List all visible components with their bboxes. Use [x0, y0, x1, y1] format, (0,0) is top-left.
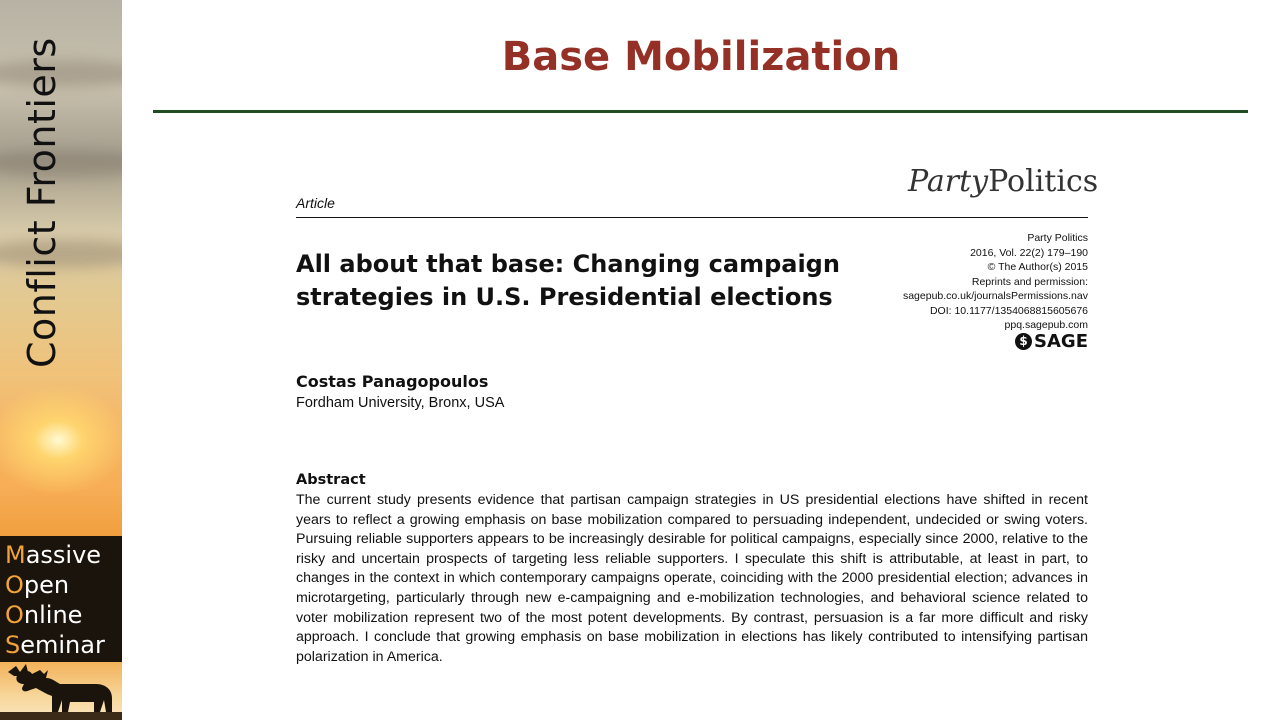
mooc-initial: S — [5, 631, 21, 659]
sidebar-banner — [0, 0, 122, 720]
article-type-label: Article — [296, 195, 335, 211]
mooc-word-rest: pen — [23, 571, 70, 599]
meta-line: DOI: 10.1177/1354068815605676 — [929, 304, 1088, 317]
mooc-line — [0, 540, 122, 570]
title-divider — [153, 110, 1248, 113]
mooc-initial: M — [5, 541, 26, 569]
meta-line: © The Author(s) 2015 — [987, 261, 1088, 273]
publisher-logo — [1015, 331, 1088, 352]
journal-logo-regular: Politics — [988, 164, 1099, 199]
mooc-line — [0, 630, 122, 660]
moose-silhouette-area — [0, 662, 122, 720]
meta-line: 2016, Vol. 22(2) 179–190 — [970, 246, 1088, 259]
author-affiliation: Fordham University, Bronx, USA — [296, 395, 505, 411]
journal-logo-italic: Party — [908, 164, 989, 199]
publication-metadata — [903, 231, 1088, 333]
author-name: Costas Panagopoulos — [296, 372, 489, 391]
journal-logo — [908, 164, 1098, 199]
moose-icon — [0, 662, 122, 720]
mooc-line — [0, 600, 122, 630]
meta-line: sagepub.co.uk/journalsPermissions.nav — [902, 290, 1088, 302]
mooc-initial: O — [5, 571, 24, 599]
meta-line: ppq.sagepub.com — [1004, 319, 1088, 331]
mooc-initial: O — [5, 601, 24, 629]
paper-title: All about that base: Changing campaign strategies in U.S. Presidential elections — [296, 250, 840, 311]
mooc-word-rest: assive — [25, 541, 102, 569]
publisher-name: SAGE — [1034, 331, 1088, 352]
mooc-word-rest: eminar — [20, 631, 105, 659]
abstract-heading: Abstract — [296, 472, 366, 488]
mooc-word-rest: nline — [23, 601, 83, 629]
meta-line: Party Politics — [1027, 232, 1088, 244]
series-vertical-title: Conflict Frontiers — [20, 37, 64, 368]
abstract-text: The current study presents evidence that partisan campaign strategies in US presidential elections have shifted in recent years to reflect a growing emphasis on base mobilization compared to persuading independent, undecided or swing voters. Pursuing reliable supporters appears to be increasingly desirable for political campaigns, especially since 2000, relative to the risky and uncertain prospects of targeting less reliable supporters. I speculate this shift is attributable, at least in part, to changes in the context in which contemporary campaigns operate, coinciding with the 2000 presidential election; advances in microtargeting, particularly through new e-campaigning and e-mobilization technologies, and behavioral science related to voter mobilization represent two of the most potent developments. By contrast, persuasion is a far more difficult and risky approach. I conclude that growing emphasis on base mobilization in elections has likely contributed to intensifying partisan polarization in America. — [296, 492, 1088, 665]
sage-logo-icon: $ — [1015, 333, 1032, 350]
header-divider — [296, 217, 1088, 218]
meta-line: Reprints and permission: — [971, 275, 1088, 288]
mooc-label — [0, 536, 122, 662]
slide-title: Base Mobilization — [501, 34, 901, 80]
mooc-line — [0, 570, 122, 600]
